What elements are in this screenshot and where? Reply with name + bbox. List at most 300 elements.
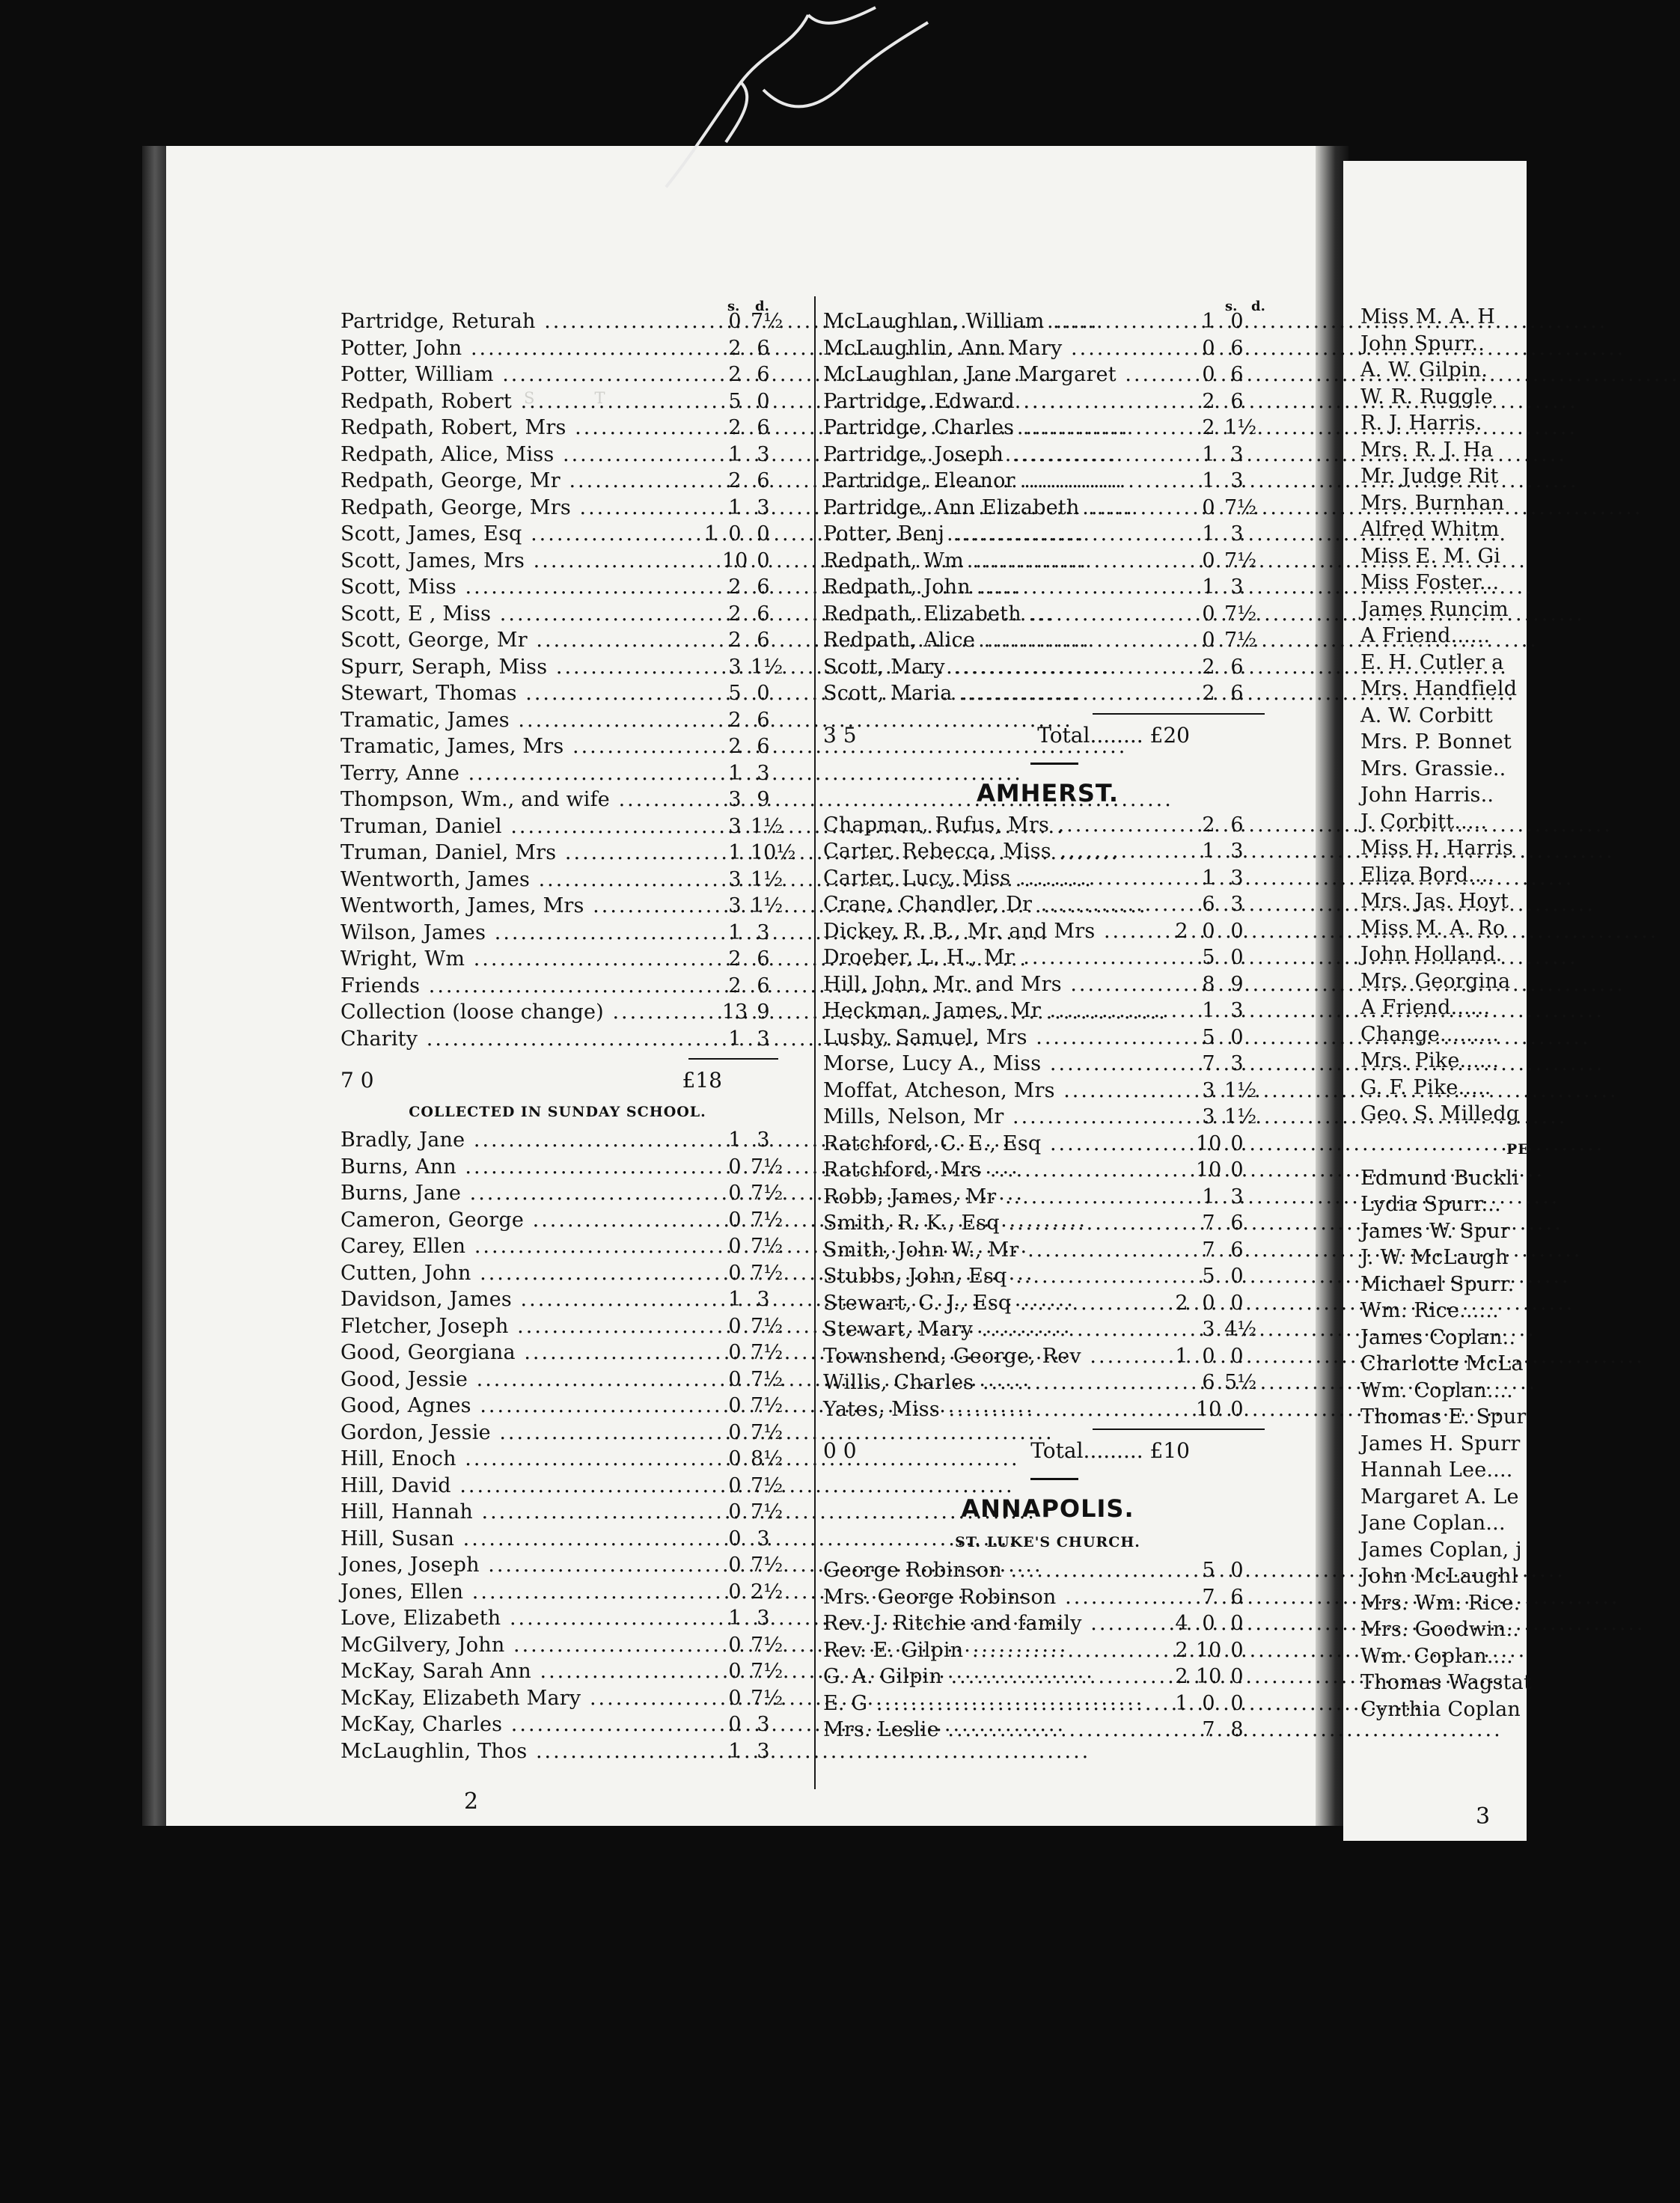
ledger-row <box>1360 623 1533 650</box>
shillings-value: 0 <box>1202 1344 1215 1368</box>
column-1-header <box>340 296 797 314</box>
shillings-value: 0 <box>728 1473 742 1497</box>
ledger-row <box>340 733 797 760</box>
shillings-value: 1 <box>1202 469 1215 492</box>
shillings-value: 0 <box>1202 495 1215 519</box>
ledger-row <box>1360 1457 1533 1484</box>
pence-header: d. <box>755 299 769 314</box>
donor-name: Wentworth, James, Mrs ..... <box>340 893 688 920</box>
donor-name: W. R. Ruggle <box>1360 385 1493 409</box>
shillings-value: 2 <box>1202 416 1215 439</box>
pence-value: 6 <box>757 363 770 386</box>
donor-name: Hill, Susan ..... <box>340 1526 688 1553</box>
shillings-value: 0 <box>728 1527 742 1550</box>
column-2-rows <box>823 308 1272 707</box>
ledger-row <box>823 388 1272 415</box>
pence-header: d. <box>1251 299 1265 314</box>
pounds-value: 4 <box>1175 1612 1188 1635</box>
shillings-value: 0 <box>728 1367 742 1391</box>
right-page-rows-bottom <box>1360 1165 1533 1723</box>
donor-name: Potter, William ..... <box>340 361 688 388</box>
donor-name: Hill, John, Mr. and Mrs ..... <box>823 971 1175 998</box>
donor-name: Stewart, Thomas ..... <box>340 680 688 707</box>
pence-value: 6 <box>757 974 770 997</box>
donor-name: Stewart, Mary ..... <box>823 1316 1175 1343</box>
shillings-value: 0 <box>728 1660 742 1683</box>
ledger-row <box>1360 1563 1533 1590</box>
pence-value: 6 <box>1230 813 1244 837</box>
ledger-row <box>823 944 1272 971</box>
shillings-value: 1 <box>728 1027 742 1051</box>
ledger-row <box>1360 676 1533 703</box>
right-page-rows-top <box>1360 304 1533 1128</box>
shillings-value: 0 <box>728 1155 742 1179</box>
donor-name: Scott, George, Mr ..... <box>340 627 688 654</box>
ledger-row <box>1360 1696 1533 1723</box>
donor-name: Burns, Jane ..... <box>340 1180 688 1207</box>
donor-name: A Friend...... <box>1360 624 1491 647</box>
ledger-row <box>823 1078 1272 1104</box>
donor-name: Carey, Ellen ..... <box>340 1233 688 1260</box>
donor-name: Tramatic, James, Mrs ..... <box>340 733 688 760</box>
donor-name: Scott, E , Miss ..... <box>340 601 688 628</box>
ledger-row <box>340 654 797 681</box>
shillings-value: 1 <box>1202 310 1215 333</box>
donor-name: J. W. McLaugh <box>1360 1246 1509 1269</box>
pence-value: 7½ <box>1224 495 1257 519</box>
shillings-value: 2 <box>1202 813 1215 837</box>
pence-value: 6 <box>1230 389 1244 413</box>
pence-value: 0 <box>1230 946 1244 969</box>
shillings-value: 2 <box>728 708 742 732</box>
pence-value: 6 <box>757 735 770 758</box>
pence-value: 6 <box>757 602 770 626</box>
ledger-row <box>1360 703 1533 730</box>
shillings-value: 3 <box>1202 1105 1215 1128</box>
pence-value: 7½ <box>1224 629 1257 652</box>
donor-name: Redpath, George, Mrs ..... <box>340 495 688 522</box>
donor-name: Cutten, John ..... <box>340 1260 688 1287</box>
shillings-value: 0 <box>1202 919 1215 943</box>
ledger-row <box>823 1610 1272 1637</box>
pence-value: 7½ <box>751 1394 784 1417</box>
ledger-row <box>1360 331 1533 358</box>
donor-name: Collection (loose change) ..... <box>340 999 688 1026</box>
donor-name: Charity ..... <box>340 1026 688 1053</box>
donor-name: Fletcher, Joseph ..... <box>340 1313 688 1340</box>
donor-name: Friends ..... <box>340 973 688 1000</box>
ledger-row <box>1360 888 1533 915</box>
ledger-row <box>340 1579 797 1606</box>
ledger-row <box>340 1233 797 1260</box>
pence-value: 3 <box>757 1607 770 1630</box>
donor-name: Margaret A. Le <box>1360 1485 1519 1509</box>
ledger-row <box>823 495 1272 522</box>
ledger-row <box>1360 862 1533 889</box>
ledger-row <box>823 1584 1272 1611</box>
st-lukes-heading: ST. LUKE'S CHURCH. <box>955 1534 1140 1550</box>
donor-name: Mrs. Grassie.. <box>1360 757 1506 780</box>
ledger-row <box>1360 1351 1533 1378</box>
donor-name: James H. Spurr <box>1360 1432 1521 1455</box>
donor-name: Potter, John ..... <box>340 335 688 362</box>
shillings-value: 2 <box>728 575 742 599</box>
ledger-row <box>340 1286 797 1313</box>
total-pence: 0 <box>843 1438 857 1463</box>
donor-name: Edmund Buckli <box>1360 1166 1519 1190</box>
donor-name: Redpath, Robert, Mrs ..... <box>340 415 688 441</box>
sunday-school-rows <box>340 1127 797 1764</box>
donor-name: Redpath, Wm ..... <box>823 548 1175 575</box>
donor-name: Willis, Charles ..... <box>823 1369 1175 1396</box>
shillings-header: s. <box>1225 299 1238 314</box>
ledger-row <box>1360 835 1533 862</box>
ledger-row <box>823 308 1272 335</box>
shillings-value: 0 <box>728 1633 742 1657</box>
donor-name: Robb, James, Mr ..... <box>823 1184 1175 1211</box>
shillings-value: 0 <box>728 1500 742 1524</box>
pence-value: 6 <box>757 629 770 652</box>
ledger-row <box>823 574 1272 601</box>
donor-name: Mills, Nelson, Mr ..... <box>823 1104 1175 1131</box>
shillings-value: 0 <box>728 1208 742 1232</box>
ledger-row <box>823 1051 1272 1078</box>
donor-name: Hannah Lee.... <box>1360 1458 1513 1482</box>
ledger-row <box>1360 941 1533 968</box>
shillings-value: 2 <box>728 602 742 626</box>
shillings-value: 2 <box>728 363 742 386</box>
ledger-row <box>340 1154 797 1181</box>
donor-name: Lusby, Samuel, Mrs ..... <box>823 1024 1175 1051</box>
ledger-row <box>823 680 1272 707</box>
pence-value: 1½ <box>751 655 784 679</box>
column-1-rows <box>340 308 797 1052</box>
ledger-row <box>823 335 1272 362</box>
pence-value: 0 <box>1230 1691 1244 1715</box>
shillings-value: 2 <box>1202 655 1215 679</box>
total-pence: 5 <box>843 722 857 748</box>
ledger-row <box>1360 569 1533 596</box>
pence-value: 1½ <box>1224 1078 1257 1102</box>
ledger-row <box>1360 1075 1533 1102</box>
donor-name: Thomas E. Spur <box>1360 1405 1527 1429</box>
pounds-value: 2 <box>1175 1665 1188 1688</box>
ledger-row <box>1360 1669 1533 1696</box>
ledger-row <box>340 1685 797 1712</box>
pence-value: 3 <box>1230 522 1244 546</box>
ledger-row <box>1360 1510 1533 1537</box>
ledger-row <box>823 1690 1272 1717</box>
donor-name: Rev. J. Ritchie and family ..... <box>823 1610 1175 1637</box>
ledger-row <box>823 1557 1272 1584</box>
donor-name: Carter, Lucy, Miss ..... <box>823 865 1175 892</box>
ledger-row <box>340 946 797 973</box>
pence-value: 7½ <box>751 1473 784 1497</box>
pence-value: 0 <box>1230 1291 1244 1315</box>
donor-name: Smith, R. K., Esq ..... <box>823 1210 1175 1237</box>
ledger-row <box>823 918 1272 945</box>
donor-name: Mr. Judge Rit <box>1360 465 1499 488</box>
donor-name: Partridge, Joseph ..... <box>823 441 1175 468</box>
ledger-row <box>1360 1378 1533 1405</box>
pence-value: 3 <box>757 442 770 466</box>
pence-value: 7½ <box>1224 549 1257 572</box>
amherst-rows <box>823 812 1272 1423</box>
ledger-row <box>823 1396 1272 1423</box>
pence-value: 3 <box>757 761 770 785</box>
ledger-row <box>1360 304 1533 331</box>
ledger-row <box>340 1446 797 1473</box>
pence-value: 0 <box>1230 1131 1244 1155</box>
donor-name: Scott, Maria ..... <box>823 680 1175 707</box>
ledger-row <box>1360 1643 1533 1670</box>
ledger-row <box>1360 1218 1533 1245</box>
ledger-row <box>1360 437 1533 464</box>
pence-value: 6 <box>1230 336 1244 360</box>
pence-value: 0 <box>1230 1397 1244 1421</box>
pence-value: 3 <box>1230 469 1244 492</box>
pounds-value: 2 <box>1175 1291 1188 1315</box>
ledger-row <box>340 388 797 415</box>
donor-name: Wentworth, James ..... <box>340 867 688 893</box>
pence-value: 8 <box>1230 1718 1244 1741</box>
ledger-row <box>1360 543 1533 570</box>
ledger-row <box>340 361 797 388</box>
ledger-row <box>340 920 797 947</box>
pence-value: 6 <box>757 416 770 439</box>
ledger-row <box>823 521 1272 548</box>
donor-name: A. W. Corbitt <box>1360 703 1493 727</box>
column-2 <box>823 296 1272 1744</box>
shillings-value: 2 <box>728 735 742 758</box>
pence-value: 6 <box>1230 682 1244 705</box>
shillings-value: 0 <box>728 1713 742 1736</box>
ledger-row <box>1360 1191 1533 1218</box>
shillings-value: 10 <box>1196 1158 1222 1182</box>
ledger-row <box>823 1637 1272 1664</box>
shillings-value: 2 <box>1202 389 1215 413</box>
total-pence: 0 <box>360 1068 374 1093</box>
pence-value: 3 <box>757 1128 770 1152</box>
ledger-row <box>823 997 1272 1024</box>
ledger-row <box>1360 1298 1533 1324</box>
shillings-value: 3 <box>1202 1078 1215 1102</box>
ledger-row <box>823 1184 1272 1211</box>
right-section-heading: PE <box>1506 1140 1530 1158</box>
donor-name: Miss H. Harris <box>1360 837 1514 860</box>
ledger-row <box>340 1632 797 1659</box>
donor-name: Miss E. M. Gi <box>1360 544 1501 568</box>
column-2-header <box>823 296 1272 314</box>
donor-name: Mrs. Leslie ..... <box>823 1717 1175 1744</box>
total-rule <box>340 1052 797 1067</box>
ledger-row <box>340 1526 797 1553</box>
pence-value: 3 <box>1230 840 1244 863</box>
total-shillings: 0 <box>823 1438 837 1463</box>
pence-value: 6 <box>1230 1238 1244 1262</box>
shillings-header: s. <box>727 299 740 314</box>
pence-value: 7½ <box>751 1182 784 1205</box>
ledger-row <box>340 1605 797 1632</box>
shillings-value: 1 <box>728 1607 742 1630</box>
pence-value: 3 <box>757 495 770 519</box>
donor-name: Scott, Mary ..... <box>823 654 1175 681</box>
shillings-value: 3 <box>728 788 742 811</box>
shillings-value: 8 <box>1202 972 1215 996</box>
ledger-row <box>340 1552 797 1579</box>
donor-name: Rev. E. Gilpin ..... <box>823 1637 1175 1664</box>
donor-name: Mrs. Wm. Rice. <box>1360 1591 1521 1615</box>
shillings-value: 2 <box>728 947 742 971</box>
ledger-row <box>340 415 797 441</box>
pence-value: 0 <box>1230 1638 1244 1662</box>
pence-value: 8½ <box>751 1447 784 1470</box>
pence-value: 3 <box>1230 1052 1244 1075</box>
ledger-row <box>1360 1404 1533 1431</box>
shillings-value: 0 <box>728 1580 742 1604</box>
shillings-value: 5 <box>728 682 742 705</box>
donor-name: Stubbs, John, Esq ..... <box>823 1263 1175 1290</box>
donor-name: G. F. Pike..... <box>1360 1075 1491 1099</box>
ledger-row <box>340 468 797 495</box>
ledger-row <box>823 1369 1272 1396</box>
donor-name: Chapman, Rufus, Mrs ..... <box>823 812 1175 839</box>
shillings-value: 0 <box>728 1447 742 1470</box>
ledger-row <box>1360 809 1533 836</box>
ledger-row <box>1360 994 1533 1021</box>
ledger-row <box>823 1104 1272 1131</box>
donor-name: McKay, Sarah Ann ..... <box>340 1658 688 1685</box>
donor-name: Jones, Joseph ..... <box>340 1552 688 1579</box>
pence-value: 3 <box>757 1713 770 1736</box>
pence-value: 0 <box>1230 1265 1244 1288</box>
shillings-value: 1 <box>728 841 742 864</box>
ledger-row <box>823 1343 1272 1370</box>
ledger-row <box>823 468 1272 495</box>
ledger-row <box>823 361 1272 388</box>
donor-name: Carter, Rebecca, Miss ..... <box>823 838 1175 865</box>
ledger-row <box>1360 1616 1533 1643</box>
donor-name: Mrs. R. J. Ha <box>1360 438 1494 462</box>
pence-value: 6 <box>1230 1212 1244 1235</box>
ledger-row <box>1360 1048 1533 1075</box>
donor-name: Mrs. Georgina <box>1360 969 1511 993</box>
pounds-value: 2 <box>1175 919 1188 943</box>
donor-name: Ratchford, Mrs ..... <box>823 1157 1175 1184</box>
shillings-value: 1 <box>728 1739 742 1763</box>
donor-name: A. W. Gilpin. <box>1360 358 1488 382</box>
ledger-row <box>340 760 797 787</box>
pence-value: 1½ <box>751 894 784 917</box>
donor-name: McLaughlin, Thos ..... <box>340 1738 688 1765</box>
total-shillings: 7 <box>340 1068 354 1093</box>
shillings-value: 2 <box>728 629 742 652</box>
ledger-row <box>823 1290 1272 1317</box>
pence-value: 1½ <box>751 867 784 891</box>
pence-value: 0 <box>1230 1665 1244 1688</box>
donor-name: James Coplan, j <box>1360 1538 1522 1562</box>
pence-value: 7½ <box>751 1155 784 1179</box>
ledger-row <box>823 1024 1272 1051</box>
donor-name: R. J. Harris. <box>1360 412 1482 435</box>
ledger-row <box>1360 756 1533 783</box>
shillings-value: 1 <box>1202 840 1215 863</box>
donor-name: Love, Elizabeth ..... <box>340 1605 688 1632</box>
pence-value: 9 <box>1230 972 1244 996</box>
donor-name: Stewart, C. J., Esq ..... <box>823 1290 1175 1317</box>
page-number-left: 2 <box>464 1788 479 1815</box>
pence-value: 7½ <box>751 1208 784 1232</box>
donor-name: Good, Jessie ..... <box>340 1366 688 1393</box>
shillings-value: 5 <box>1202 946 1215 969</box>
ledger-row <box>823 812 1272 839</box>
ledger-row <box>340 1180 797 1207</box>
donor-name: Burns, Ann ..... <box>340 1154 688 1181</box>
donor-name: Mrs. Jas. Hoyt <box>1360 890 1509 913</box>
shillings-value: 1 <box>728 1288 742 1311</box>
shillings-value: 0 <box>728 1553 742 1577</box>
column-3 <box>1360 304 1533 1723</box>
pence-value: 4½ <box>1224 1318 1257 1341</box>
donor-name: J. Corbitt..... <box>1360 810 1488 834</box>
shillings-value: 0 <box>728 1261 742 1285</box>
shillings-value: 1 <box>728 920 742 944</box>
ledger-row <box>340 1499 797 1526</box>
donor-name: Michael Spurr. <box>1360 1272 1515 1296</box>
shillings-value: 6 <box>1202 893 1215 916</box>
donor-name: Miss M. A. H <box>1360 305 1495 329</box>
shillings-value: 1 <box>1202 999 1215 1022</box>
donor-name: Redpath, John ..... <box>823 574 1175 601</box>
ledger-row <box>340 707 797 734</box>
shillings-value: 0 <box>728 1235 742 1258</box>
ledger-row <box>1360 1244 1533 1271</box>
donor-name: McKay, Elizabeth Mary ..... <box>340 1685 688 1712</box>
ledger-row <box>1360 463 1533 490</box>
annapolis-rows <box>823 1557 1272 1744</box>
donor-name: Droeber, L. H., Mr ..... <box>823 944 1175 971</box>
pence-value: 3 <box>757 920 770 944</box>
ledger-row <box>823 1237 1272 1264</box>
donor-name: Change......... <box>1360 1022 1500 1046</box>
pence-value: 3 <box>757 1739 770 1763</box>
ledger-row <box>823 627 1272 654</box>
ledger-row <box>823 1263 1272 1290</box>
ledger-row <box>1360 650 1533 676</box>
pence-value: 6 <box>757 708 770 732</box>
shillings-value: 3 <box>728 655 742 679</box>
pence-value: 7½ <box>751 1367 784 1391</box>
shillings-value: 7 <box>1202 1238 1215 1262</box>
shillings-value: 2 <box>728 974 742 997</box>
ledger-row <box>1360 1101 1533 1128</box>
donor-name: Tramatic, James ..... <box>340 707 688 734</box>
donor-name: Spurr, Seraph, Miss ..... <box>340 654 688 681</box>
ledger-row <box>340 973 797 1000</box>
pence-value: 3 <box>1230 866 1244 890</box>
shillings-value: 3 <box>1202 1318 1215 1341</box>
shillings-value: 5 <box>1202 1025 1215 1049</box>
section-dash <box>823 752 1272 774</box>
pence-value: 3 <box>1230 999 1244 1022</box>
pence-value: 6 <box>1230 363 1244 386</box>
ledger-row <box>823 1663 1272 1690</box>
ledger-row <box>1360 1271 1533 1298</box>
ledger-row <box>823 1316 1272 1343</box>
pence-value: 6 <box>757 469 770 492</box>
amherst-heading: AMHERST. <box>976 778 1120 807</box>
total-shillings: 3 <box>823 722 837 748</box>
